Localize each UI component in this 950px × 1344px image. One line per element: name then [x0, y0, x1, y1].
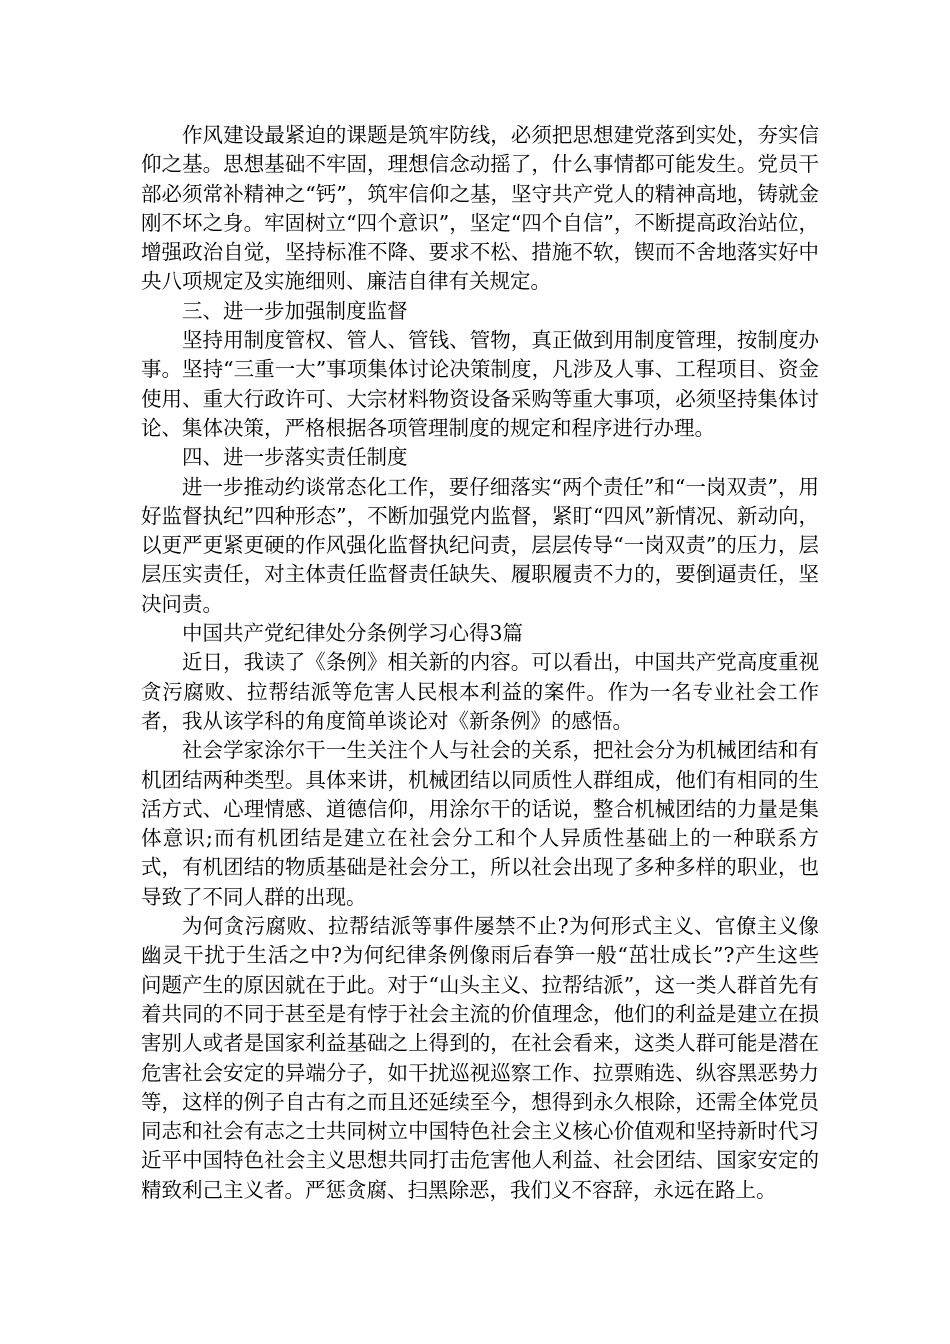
- paragraph-conclusion: 为何贪污腐败、拉帮结派等事件屡禁不止?为何形式主义、官僚主义像幽灵干扰于生活之中?为何纪律条例像雨后春笋一般“茁壮成长”?产生这些问题产生的原因就在于此。对于“山头主义、拉帮结派”，这一类人群首先有着共同的不同于甚至是有悖于社会主流的价值理念，他们的利益是建立在损害别人或者是国家利益基础之上得到的，在社会看来，这类人群可能是潜在危害社会安定的异端分子，如干扰巡视巡察工作、拉票贿选、纵容黑恶势力等，这样的例子自古有之而且还延续至今，想得到永久根除，还需全体党员同志和社会有志之士共同树立中国特色社会主义核心价值观和坚持新时代习近平中国特色社会主义思想共同打击危害他人利益、社会团结、国家安定的精致利己主义者。严惩贪腐、扫黑除恶，我们义不容辞，永远在路上。: [141, 914, 819, 1202]
- paragraph-system-supervision: 坚持用制度管权、管人、管钱、管物，真正做到用制度管理，按制度办事。坚持“三重一大”事项集体讨论决策制度，凡涉及人事、工程项目、资金使用、重大行政许可、大宗材料物资设备采购等重大事项，必须坚持集体讨论、集体决策，严格根据各项管理制度的规定和程序进行办理。: [141, 328, 819, 440]
- section-heading-3: 三、进一步加强制度监督: [182, 298, 408, 323]
- article-title: 中国共产党纪律处分条例学习心得3篇: [182, 621, 524, 646]
- paragraph-responsibility-system: 进一步推动约谈常态化工作，要仔细落实“两个责任”和“一岗双责”，用好监督执纪”四种形态”，不断加强党内监督，紧盯“四风”新情况、新动向，以更严更紧更硬的作风强化监督执纪问责，层层传导“一岗双责”的压力，层层压实责任，对主体责任监督责任缺失、履职履责不力的，要倒逼责任，坚决问责。: [141, 474, 819, 616]
- paragraph-style-construction: 作风建设最紧迫的课题是筑牢防线，必须把思想建党落到实处，夯实信仰之基。思想基础不牢固，理想信念动摇了，什么事情都可能发生。党员干部必须常补精神之“钙”，筑牢信仰之基，坚守共产党人的精神高地，铸就金刚不坏之身。牢固树立“四个意识”，坚定“四个自信”，不断提高政治站位，增强政治自觉，坚持标准不降、要求不松、措施不软，锲而不舍地落实好中央八项规定及实施细则、廉洁自律有关规定。: [141, 123, 819, 294]
- paragraph-introduction: 近日，我读了《条例》相关新的内容。可以看出，中国共产党高度重视贪污腐败、拉帮结派等危害人民根本利益的案件。作为一名专业社会工作者，我从该学科的角度简单谈论对《新条例》的感悟。: [141, 650, 819, 733]
- paragraph-durkheim: 社会学家涂尔干一生关注个人与社会的关系，把社会分为机械团结和有机团结两种类型。具体来讲，机械团结以同质性人群组成，他们有相同的生活方式、心理情感、道德信仰，用涂尔干的话说，整合机械团结的力量是集体意识;而有机团结是建立在社会分工和个人异质性基础上的一种联系方式，有机团结的物质基础是社会分工，所以社会出现了多种多样的职业，也导致了不同人群的出现。: [141, 738, 819, 909]
- section-heading-4: 四、进一步落实责任制度: [182, 445, 408, 470]
- document-body: [141, 121, 819, 1205]
